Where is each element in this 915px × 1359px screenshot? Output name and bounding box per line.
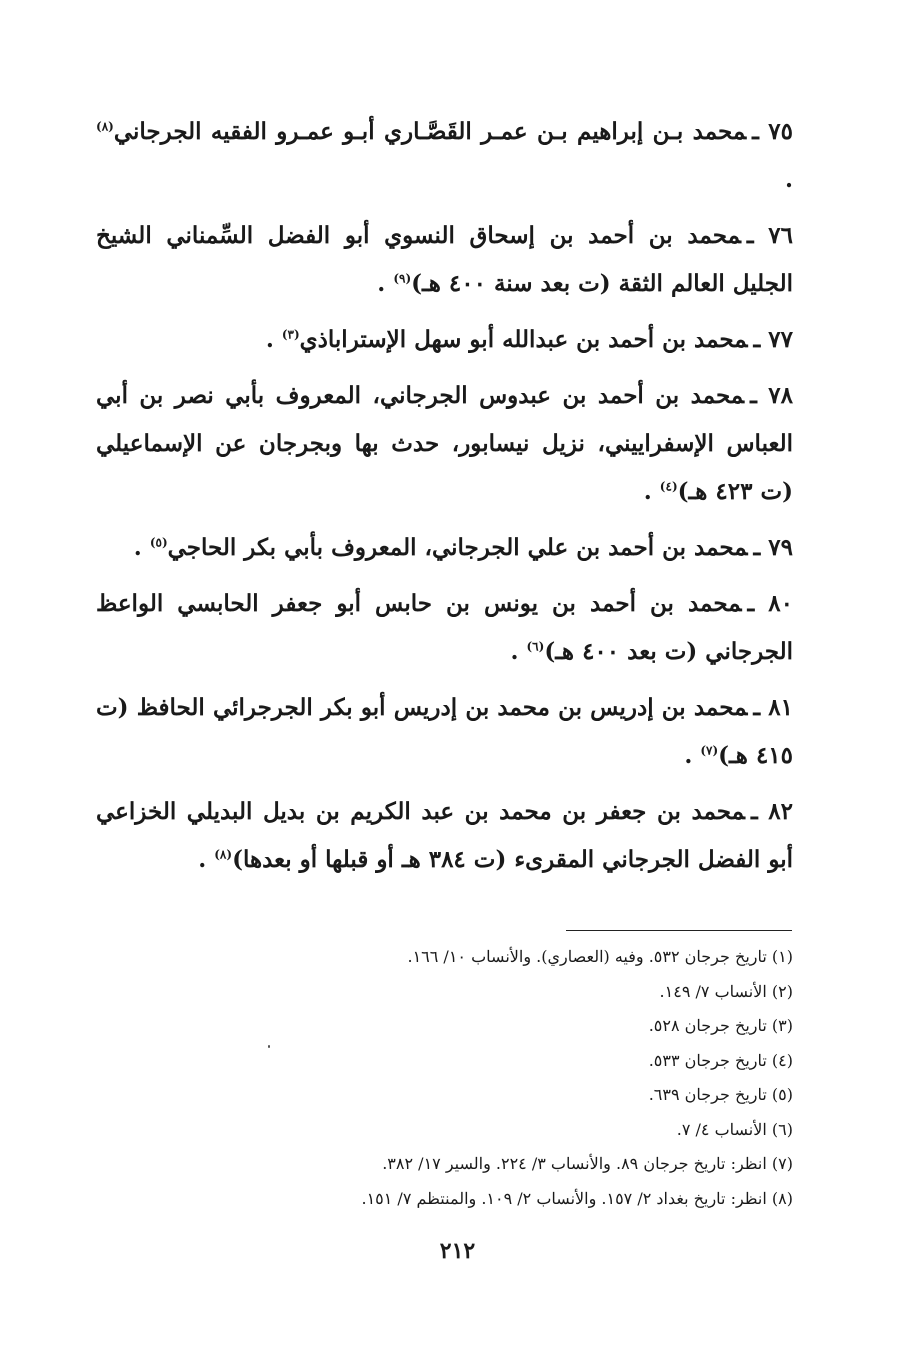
entry-76: ٧٦ ـمحمد بن أحمد بن إسحاق النسوي أبو الفضل السِّمناني الشيخ الجليل العالم الثقة (ت بعد سنة ٤٠٠ هـ)$^{(٩)}$ . [96,222,794,297]
entry-text: محمد بـن إبراهيم بـن عمـر القَصَّـاري أبـو عمـرو الفقيه الجرجاني [113,118,747,145]
footnote-4: (٤) تاريخ جرجان ٥٣٣. [648,1050,793,1070]
entry-text: محمد بن إدريس بن محمد بن إدريس أبو بكر الجرجرائي الحافظ (ت ٤١٥ هـ) [96,694,793,769]
entry-80: ٨٠ ـمحمد بن أحمد بن يونس بن حابس أبو جعفر الحابسي الواعظ الجرجاني (ت بعد ٤٠٠ هـ)$^{(٦)}$ . [96,590,793,665]
entry-78: ٧٨ ـمحمد بن أحمد بن عبدوس الجرجاني، المعروف بأبي نصر بن أبي العباس الإسفراييني، نزيل نيسابور، حدث بها وبجرجان عن الإسماعيلي (ت ٤٢٣ هـ)$^{(٤)}$ . [96,382,794,505]
footnote-ref[interactable]: (٣) [281,327,300,342]
footnote-ref[interactable]: (٥) [149,535,168,550]
footnote-2: (٢) الأنساب ٧/ ١٤٩. [659,981,793,1001]
entry-text: محمد بن أحمد بن عبدوس الجرجاني، المعروف بأبي نصر بن أبي العباس الإسفراييني، نزيل نيسابور، حدث بها وبجرجان عن الإسماعيلي (ت ٤٢٣ هـ) [96,382,793,505]
footnote-divider [566,930,792,931]
entry-number: ٨٢ ـ [750,798,793,825]
footnote-3: (٣) تاريخ جرجان ٥٢٨. [648,1016,793,1035]
footnote-7: (٧) انظر: تاريخ جرجان ٨٩. والأنساب ٣/ ٢٢٤. والسير ١٧/ ٣٨٢. [382,1154,793,1173]
footnote-ref[interactable]: (٩) [393,271,412,286]
footnote-ref[interactable]: (٦) [526,639,545,654]
entry-81: ٨١ ـمحمد بن إدريس بن محمد بن إدريس أبو بكر الجرجرائي الحافظ (ت ٤١٥ هـ)$^{(٧)}$ . [96,694,794,769]
biography-entries [96,108,793,892]
entry-number: ٧٨ ـ [750,382,794,409]
footnotes [150,940,793,1216]
entry-text: محمد بن أحمد بن يونس بن حابس أبو جعفر الحابسي الواعظ الجرجاني (ت بعد ٤٠٠ هـ) [96,590,793,665]
entry-text: محمد بن أحمد بن علي الجرجاني، المعروف بأبي بكر الحاجي [167,534,748,561]
page-number: ٢١٢ [439,1238,476,1264]
entry-number: ٨٠ ـ [747,590,793,617]
footnote-ref[interactable]: (٨) [96,119,114,134]
entry-number: ٧٥ ـ [752,118,794,145]
entry-number: ٧٦ ـ [746,222,794,249]
entry-number: ٧٧ ـ [753,326,793,353]
entry-text: محمد بن أحمد بن إسحاق النسوي أبو الفضل السِّمناني الشيخ الجليل العالم الثقة (ت بعد سنة ٤٠٠ هـ) [96,222,793,297]
footnote-ref[interactable]: (٧) [700,743,719,758]
footnote-ref[interactable]: (٨) [214,847,233,862]
entry-number: ٨١ ـ [753,694,794,721]
footnote-6: (٦) الأنساب ٤/ ٧. [676,1119,793,1139]
entry-82: ٨٢ ـمحمد بن جعفر بن محمد بن عبد الكريم بن بديل البديلي الخزاعي أبو الفضل الجرجاني المقرىء (ت ٣٨٤ هـ أو قبلها أو بعدها)$^{(٨)}$ . [96,798,793,873]
entry-number: ٧٩ ـ [753,534,793,561]
footnote-5: (٥) تاريخ جرجان ٦٣٩. [648,1085,793,1104]
entry-75: ٧٥ ـمحمد بـن إبراهيم بـن عمـر القَصَّـاري أبـو عمـرو الفقيه الجرجاني$^{(٨)}$ . [96,118,794,193]
scan-speck [268,1045,270,1048]
footnote-8: (٨) انظر: تاريخ بغداد ٢/ ١٥٧. والأنساب ٢/ ١٠٩. والمنتظم ٧/ ١٥١. [361,1188,793,1208]
footnote-1: (١) تاريخ جرجان ٥٣٢. وفيه (العصاري). والأنساب ١٠/ ١٦٦. [407,947,793,966]
entry-77: ٧٧ ـمحمد بن أحمد بن عبدالله أبو سهل الإستراباذي$^{(٣)}$ . [265,326,793,353]
entry-text: محمد بن أحمد بن عبدالله أبو سهل الإستراباذي [299,326,748,353]
entry-79: ٧٩ ـمحمد بن أحمد بن علي الجرجاني، المعروف بأبي بكر الحاجي$^{(٥)}$ . [133,534,793,561]
footnote-ref[interactable]: (٤) [659,479,678,494]
entry-text: محمد بن جعفر بن محمد بن عبد الكريم بن بديل البديلي الخزاعي أبو الفضل الجرجاني المقرىء (ت ٣٨٤ هـ أو قبلها أو بعدها) [96,798,793,873]
